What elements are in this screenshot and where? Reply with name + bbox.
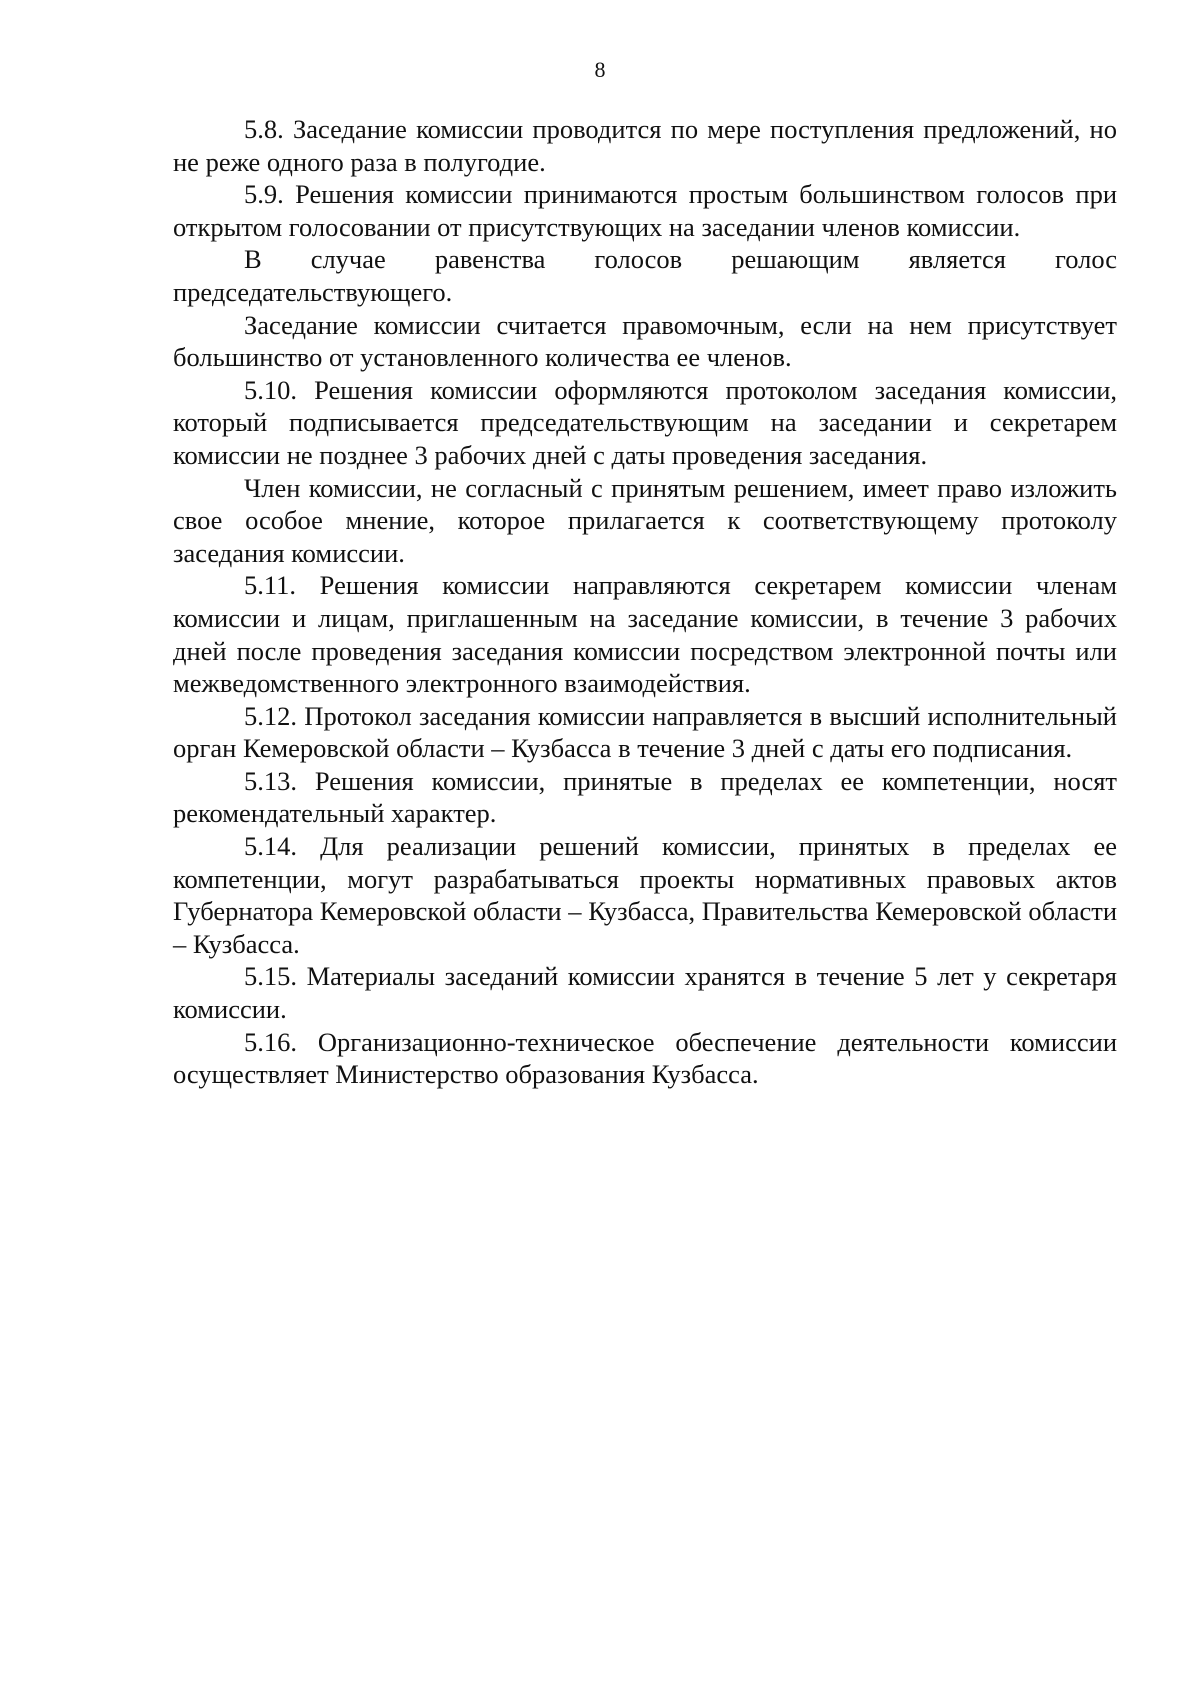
- paragraph-5-13: 5.13. Решения комиссии, принятые в пределах ее компетенции, носят рекомендательный характер.: [173, 765, 1117, 829]
- paragraph-5-8: 5.8. Заседание комиссии проводится по мере поступления предложений, но не реже одного раза в полугодие.: [173, 114, 1117, 177]
- paragraph-quorum: Заседание комиссии считается правомочным, если на нем присутствует большинство от установленного количества ее членов.: [173, 309, 1117, 373]
- paragraph-dissent: Член комиссии, не согласный с принятым решением, имеет право изложить свое особое мнение, которое прилагается к соответствующему протоколу заседания комиссии.: [173, 472, 1117, 568]
- paragraph-5-11: 5.11. Решения комиссии направляются секретарем комиссии членам комиссии и лицам, приглашенным на заседание комиссии, в течение 3 рабочих дней после проведения заседания комиссии посредством электронной почты или межведомственного электронного взаимодействия.: [173, 570, 1117, 699]
- paragraph-tie-vote: В случае равенства голосов решающим является голос председательствующего.: [173, 244, 1117, 307]
- document-body: [173, 113, 1117, 1091]
- paragraph-5-16: 5.16. Организационно-техническое обеспечение деятельности комиссии осуществляет Министерство образования Кузбасса.: [173, 1026, 1117, 1090]
- paragraph-5-15: 5.15. Материалы заседаний комиссии хранятся в течение 5 лет у секретаря комиссии.: [173, 961, 1117, 1025]
- paragraph-5-12: 5.12. Протокол заседания комиссии направляется в высший исполнительный орган Кемеровской области – Кузбасса в течение 3 дней с даты его подписания.: [173, 700, 1117, 764]
- paragraph-5-14: 5.14. Для реализации решений комиссии, принятых в пределах ее компетенции, могут разрабатываться проекты нормативных правовых актов Губернатора Кемеровской области – Кузбасса, Правительства Кемеровской области – Кузбасса.: [173, 831, 1117, 959]
- paragraph-5-9: 5.9. Решения комиссии принимаются простым большинством голосов при открытом голосовании от присутствующих на заседании членов комиссии.: [173, 179, 1117, 242]
- page-number: 8: [594, 57, 606, 82]
- paragraph-5-10: 5.10. Решения комиссии оформляются протоколом заседания комиссии, который подписывается председательствующим на заседании и секретарем комиссии не позднее 3 рабочих дней с даты проведения заседания.: [173, 374, 1117, 470]
